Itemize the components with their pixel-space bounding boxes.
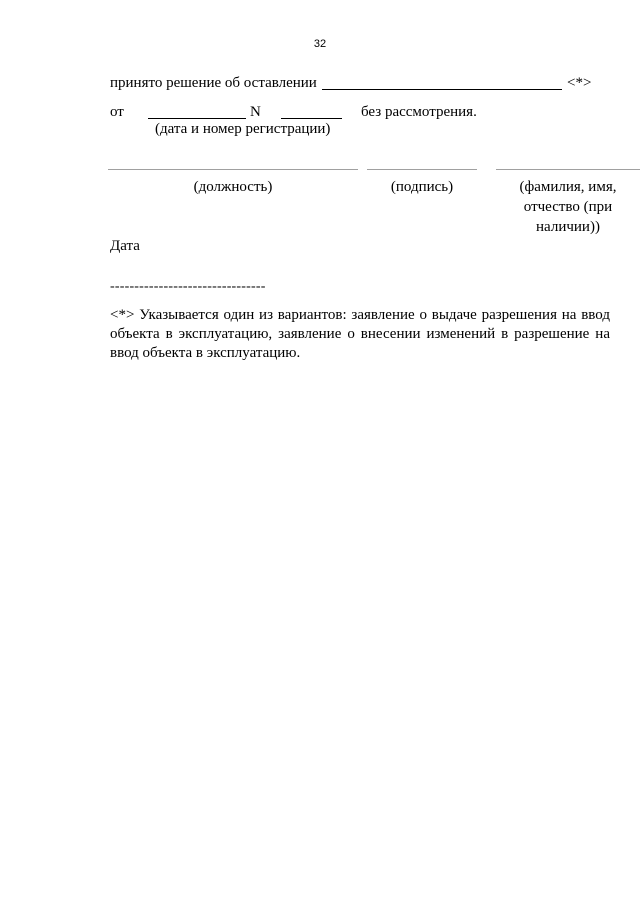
footnote-marker: <*>	[567, 75, 592, 91]
footnote-text: <*> Указывается один из вариантов: заявление о выдаче разрешения на ввод объекта в эксплуатацию, заявление о внесении изменений в разрешение на ввод объекта в эксплуатацию.	[110, 307, 610, 361]
application-type-blank-line	[322, 89, 562, 90]
signature-caption: (подпись)	[390, 179, 454, 195]
footnote-separator: --------------------------------	[110, 279, 266, 294]
from-text: от	[110, 104, 124, 120]
registration-date-blank-line	[148, 118, 246, 119]
registration-number-blank-line	[281, 118, 342, 119]
position-caption: (должность)	[193, 179, 273, 195]
signature-line	[367, 169, 477, 170]
full-name-caption: (фамилия, имя, отчество (при наличии))	[519, 179, 617, 235]
position-signature-line	[108, 169, 358, 170]
decision-intro-text: принято решение об оставлении	[110, 75, 317, 91]
registration-caption: (дата и номер регистрации)	[155, 121, 331, 137]
number-sign-text: N	[250, 104, 261, 120]
date-label: Дата	[110, 238, 140, 254]
page-number: 32	[313, 38, 327, 50]
full-name-signature-line	[496, 169, 640, 170]
without-review-text: без рассмотрения.	[361, 104, 477, 120]
